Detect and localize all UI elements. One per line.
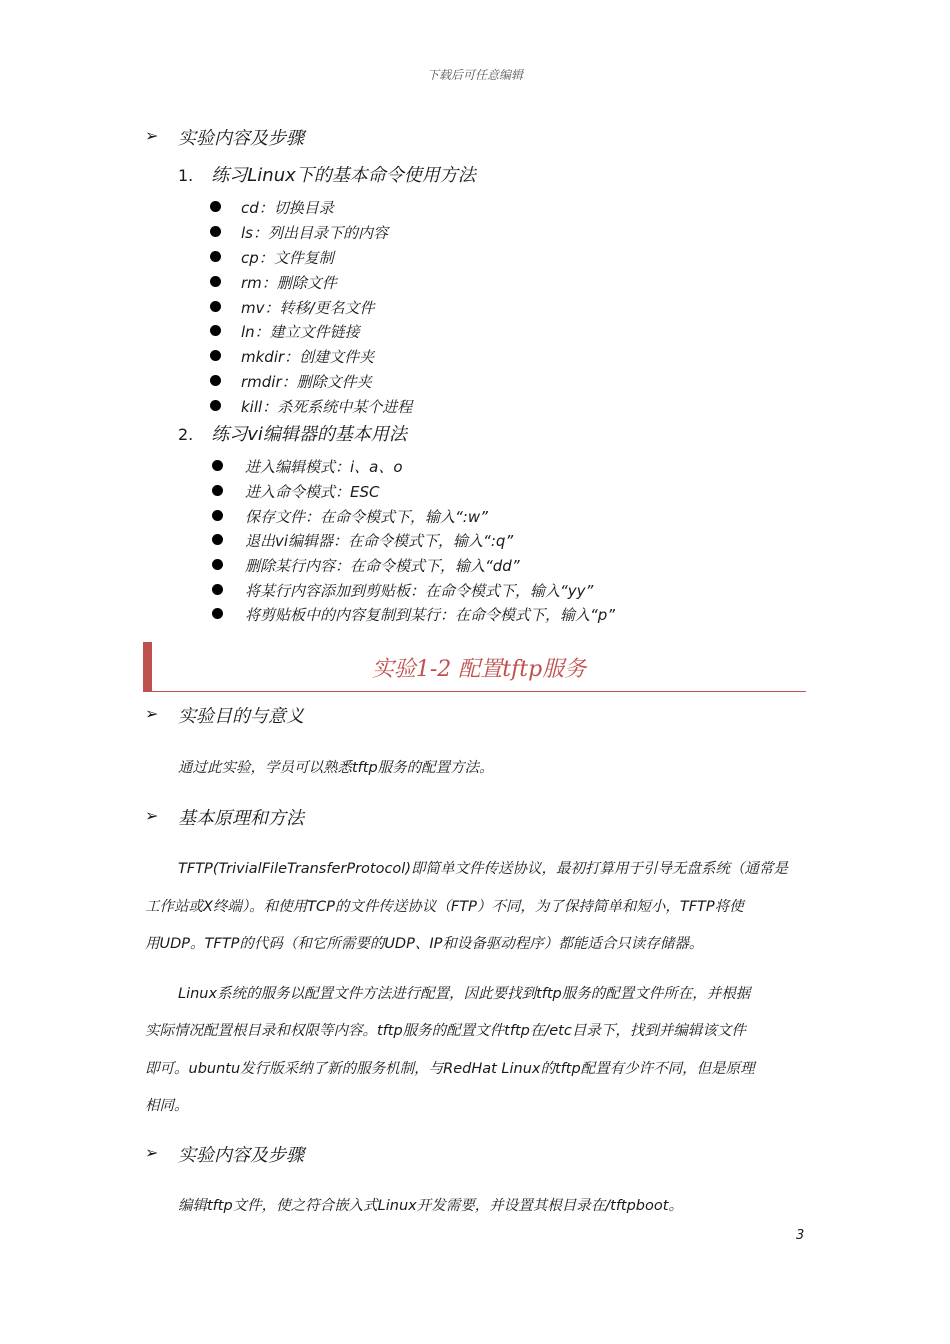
numbered-heading-linux-commands: [178, 161, 476, 187]
list-item: cd：切换目录: [241, 199, 334, 217]
bullet-dot-icon: [212, 510, 223, 521]
list-item: 进入命令模式：ESC: [245, 483, 380, 501]
bullet-dot-icon: [210, 400, 221, 411]
section-heading-purpose: 实验目的与意义: [178, 706, 304, 727]
bullet-dot-icon: [210, 350, 221, 361]
bullet-dot-icon: [212, 608, 223, 619]
bullet-dot-icon: [210, 251, 221, 262]
list-item: cp：文件复制: [241, 249, 334, 267]
list-item: 退出vi编辑器：在命令模式下，输入“:q”: [245, 532, 514, 550]
arrow-bullet-icon: ➢: [145, 126, 159, 145]
section-heading-experiment-steps: 实验内容及步骤: [178, 128, 304, 149]
bullet-dot-icon: [210, 201, 221, 212]
paragraph-line: TFTP(TrivialFileTransferProtocol)即简单文件传送协议，最初打算用于引导无盘系统（通常是: [178, 861, 788, 877]
paragraph-line: 实际情况配置根目录和权限等内容。tftp服务的配置文件tftp在/etc目录下，找到并编辑该文件: [145, 1023, 746, 1039]
paragraph-line: Linux系统的服务以配置文件方法进行配置，因此要找到tftp服务的配置文件所在，并根据: [178, 986, 751, 1002]
paragraph-line: 用UDP。TFTP的代码（和它所需要的UDP、IP和设备驱动程序）都能适合只读存储器。: [145, 936, 704, 952]
header-note: 下载后可任意编辑: [426, 68, 523, 82]
bullet-dot-icon: [212, 559, 223, 570]
page-number: 3: [796, 1228, 805, 1243]
list-item: 将剪贴板中的内容复制到某行：在命令模式下，输入“p”: [245, 606, 616, 624]
paragraph-steps: 编辑tftp文件，使之符合嵌入式Linux开发需要，并设置其根目录在/tftpboot。: [178, 1198, 683, 1214]
bullet-dot-icon: [210, 375, 221, 386]
arrow-bullet-icon: ➢: [145, 806, 159, 825]
list-item: 删除某行内容：在命令模式下，输入“dd”: [245, 557, 520, 575]
list-item: 将某行内容添加到剪贴板：在命令模式下，输入“yy”: [245, 582, 594, 600]
list-item: mkdir：创建文件夹: [241, 348, 375, 366]
bullet-dot-icon: [210, 226, 221, 237]
list-item: rm：删除文件: [241, 274, 337, 292]
item-title: 练习Linux下的基本命令使用方法: [211, 165, 476, 186]
bullet-dot-icon: [210, 276, 221, 287]
item-number: 2.: [178, 425, 194, 444]
paragraph-line: 即可。ubuntu发行版采纳了新的服务机制，与RedHat Linux的tftp配置有少许不同，但是原理: [145, 1061, 755, 1077]
arrow-bullet-icon: ➢: [145, 704, 159, 723]
paragraph-purpose: 通过此实验，学员可以熟悉tftp服务的配置方法。: [178, 760, 494, 776]
chapter-underline: [143, 691, 806, 692]
bullet-dot-icon: [210, 325, 221, 336]
paragraph-line: 相同。: [145, 1098, 189, 1114]
bullet-dot-icon: [212, 485, 223, 496]
list-item: 保存文件：在命令模式下，输入“:w”: [245, 508, 488, 526]
bullet-dot-icon: [212, 460, 223, 471]
arrow-bullet-icon: ➢: [145, 1143, 159, 1162]
chapter-accent-bar: [143, 642, 152, 692]
list-item: rmdir：删除文件夹: [241, 373, 372, 391]
paragraph-line: 工作站或X终端）。和使用TCP的文件传送协议（FTP）不同，为了保持简单和短小，TFTP将使: [145, 899, 744, 915]
bullet-dot-icon: [212, 584, 223, 595]
bullet-dot-icon: [210, 301, 221, 312]
list-item: kill：杀死系统中某个进程: [241, 398, 413, 416]
list-item: mv：转移/更名文件: [241, 299, 375, 317]
chapter-title: 实验1-2 配置tftp服务: [371, 657, 587, 682]
list-item: ls：列出目录下的内容: [241, 224, 388, 242]
list-item: ln：建立文件链接: [241, 323, 360, 341]
bullet-dot-icon: [212, 534, 223, 545]
section-heading-principles: 基本原理和方法: [178, 808, 304, 829]
list-item: 进入编辑模式：i、a、o: [245, 458, 403, 476]
section-heading-steps: 实验内容及步骤: [178, 1145, 304, 1166]
item-number: 1.: [178, 166, 194, 185]
numbered-heading-vi-editor: [178, 420, 407, 446]
item-title: 练习vi编辑器的基本用法: [211, 424, 407, 445]
